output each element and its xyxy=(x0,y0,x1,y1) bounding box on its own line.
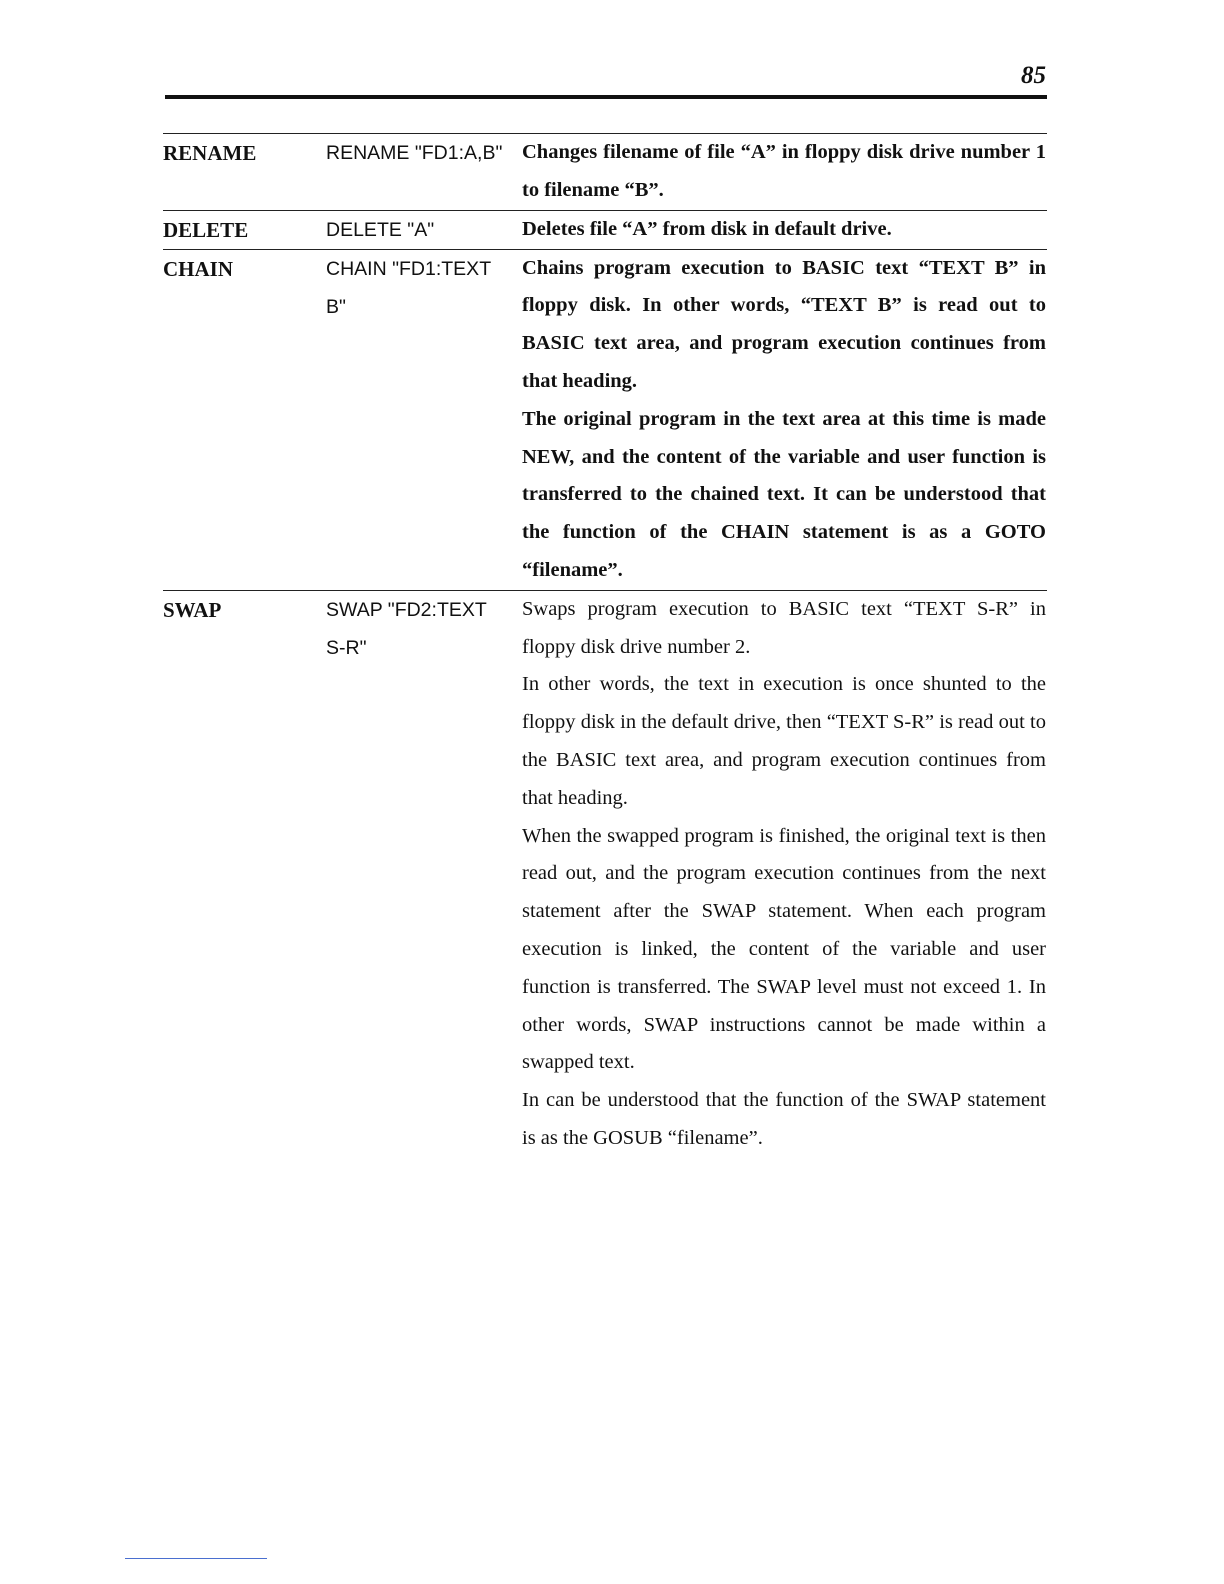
syntax-line: RENAME "FD1:A,B" xyxy=(326,142,503,164)
page-number: 85 xyxy=(1021,62,1046,89)
description-paragraph: The original program in the text area at this time is made NEW, and the content of the variable and user function is transferred to the chained text. It can be understood that the function of the CHAIN statement is as a GOTO “filename”. xyxy=(522,407,1046,581)
command-name: SWAP xyxy=(163,597,222,622)
header-rule xyxy=(165,95,1047,99)
syntax-line: S-R" xyxy=(326,636,367,659)
command-row-chain xyxy=(163,249,1047,590)
description-paragraph: Deletes file “A” from disk in default drive. xyxy=(522,217,892,240)
syntax-line: CHAIN "FD1:TEXT xyxy=(326,257,492,280)
command-description xyxy=(522,591,1046,1158)
description-paragraph: In other words, the text in execution is once shunted to the floppy disk in the default drive, then “TEXT S-R” is read out to the BASIC text area, and program execution continues from that heading. xyxy=(522,673,1046,809)
syntax-line: SWAP "FD2:TEXT xyxy=(326,598,487,621)
description-paragraph: Changes filename of file “A” in floppy disk drive number 1 to filename “B”. xyxy=(522,141,1046,201)
command-syntax xyxy=(326,211,522,249)
command-row-swap xyxy=(163,590,1047,1158)
command-row-rename xyxy=(163,133,1047,210)
command-description xyxy=(522,211,1046,249)
description-paragraph: When the swapped program is finished, the original text is then read out, and the program execution continues from the next statement after the SWAP statement. When each program execution is linked, the content of the variable and user function is transferred. The SWAP level must not exceed 1. In other words, SWAP instructions cannot be made within a swapped text. xyxy=(522,824,1046,1074)
description-paragraph: Chains program execution to BASIC text “TEXT B” in floppy disk. In other words, “TEXT B” is read out to BASIC text area, and program execution continues from that heading. xyxy=(522,256,1046,392)
command-name: CHAIN xyxy=(163,256,234,281)
command-syntax xyxy=(326,591,522,1158)
command-name: DELETE xyxy=(163,217,249,242)
command-name: RENAME xyxy=(163,141,257,165)
command-description xyxy=(522,250,1046,590)
description-paragraph: Swaps program execution to BASIC text “TEXT S-R” in floppy disk drive number 2. xyxy=(522,597,1046,658)
footnote-rule xyxy=(125,1558,267,1559)
syntax-line: DELETE "A" xyxy=(326,218,435,241)
command-description xyxy=(522,134,1046,210)
command-syntax xyxy=(326,250,522,590)
command-row-delete xyxy=(163,210,1047,249)
description-paragraph: In can be understood that the function of the SWAP statement is as the GOSUB “filename”. xyxy=(522,1089,1046,1149)
command-syntax xyxy=(326,134,522,210)
command-table xyxy=(163,133,1047,1158)
syntax-line: B" xyxy=(326,295,346,318)
